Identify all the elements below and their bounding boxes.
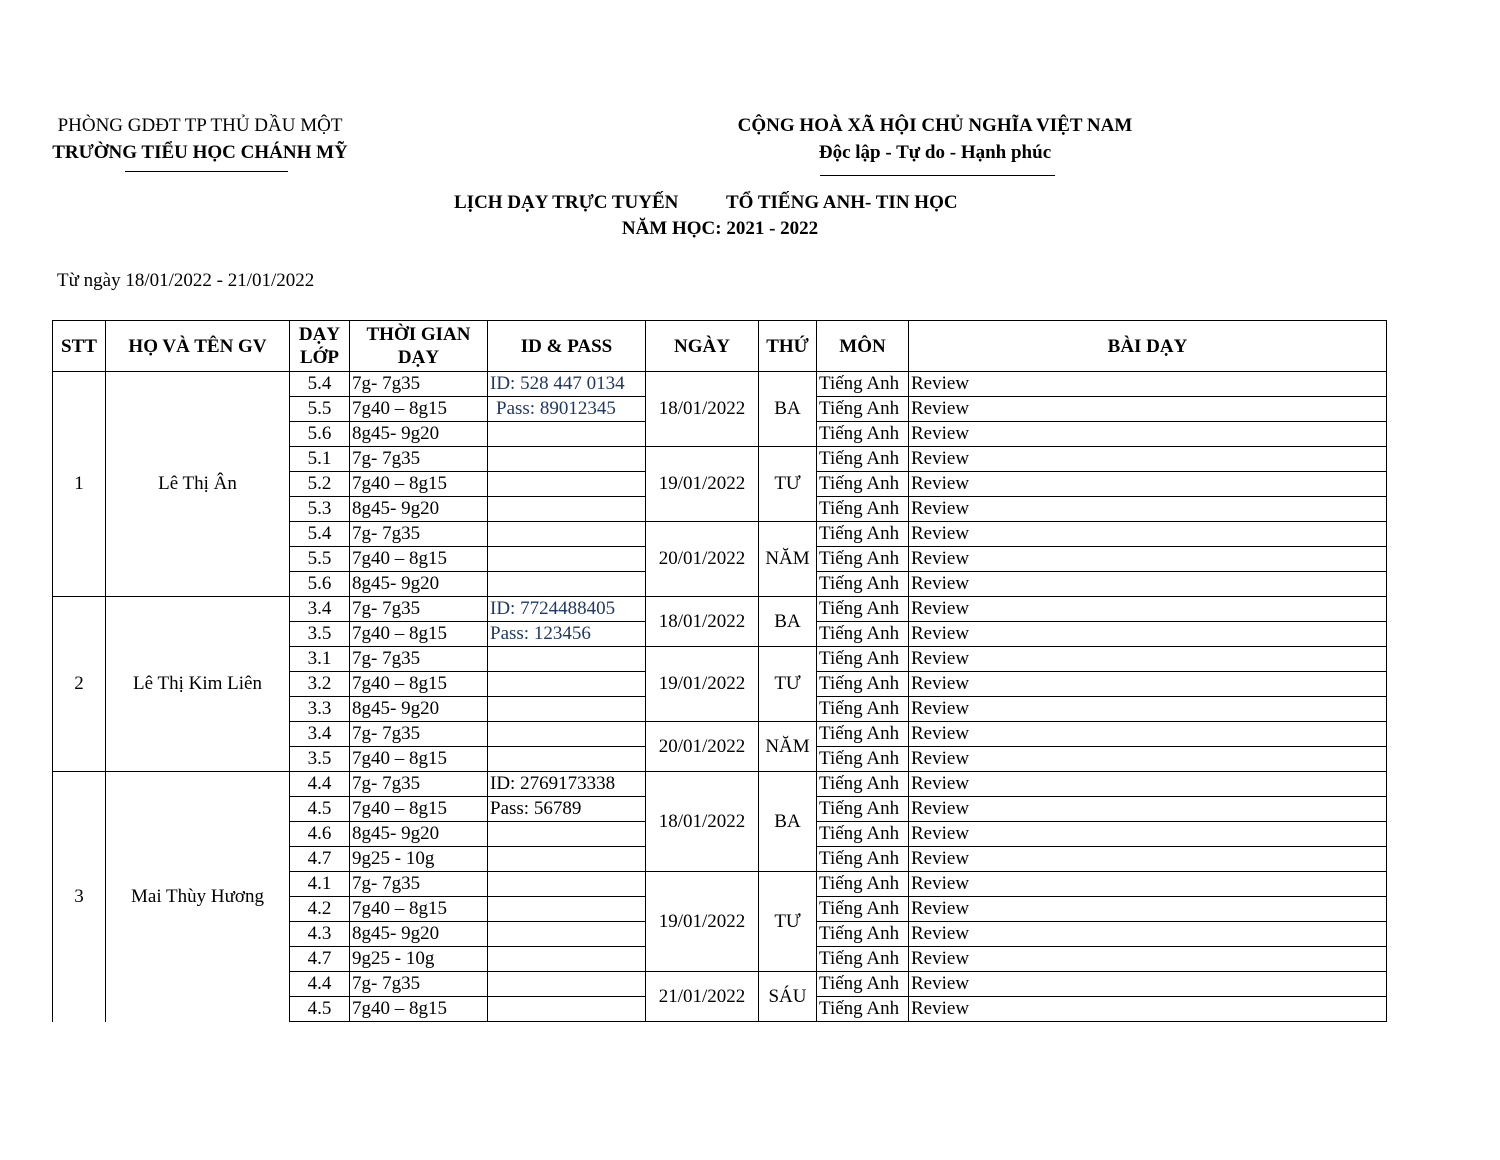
subject-cell: Tiếng Anh xyxy=(817,447,909,472)
time-cell: 7g- 7g35 xyxy=(350,647,488,672)
time-cell: 7g- 7g35 xyxy=(350,722,488,747)
class-cell: 5.4 xyxy=(290,522,350,547)
time-cell: 7g40 – 8g15 xyxy=(350,622,488,647)
idpass-empty xyxy=(488,547,646,572)
class-cell: 5.6 xyxy=(290,572,350,597)
time-cell: 7g40 – 8g15 xyxy=(350,547,488,572)
time-cell: 7g- 7g35 xyxy=(350,372,488,397)
teacher-stt: 2 xyxy=(53,597,106,772)
time-cell: 7g40 – 8g15 xyxy=(350,897,488,922)
class-cell: 3.1 xyxy=(290,647,350,672)
class-cell: 4.5 xyxy=(290,997,350,1022)
national-motto: Độc lập - Tự do - Hạnh phúc xyxy=(818,142,1052,163)
idpass-empty xyxy=(488,747,646,772)
left-header-rule xyxy=(125,171,288,172)
title-schedule: LỊCH DẠY TRỰC TUYẾN xyxy=(454,192,679,213)
lesson-cell: Review xyxy=(909,447,1387,472)
subject-cell: Tiếng Anh xyxy=(817,822,909,847)
subject-cell: Tiếng Anh xyxy=(817,872,909,897)
weekday-cell: BA xyxy=(759,597,817,647)
document-title xyxy=(440,192,980,214)
date-cell: 18/01/2022 xyxy=(646,372,759,447)
idpass-empty xyxy=(488,522,646,547)
weekday-cell: NĂM xyxy=(759,722,817,772)
time-cell: 7g- 7g35 xyxy=(350,522,488,547)
time-cell: 7g- 7g35 xyxy=(350,447,488,472)
right-header-rule xyxy=(820,175,1055,176)
class-cell: 3.4 xyxy=(290,722,350,747)
col-lesson: BÀI DẠY xyxy=(909,321,1387,372)
time-cell: 9g25 - 10g xyxy=(350,947,488,972)
idpass-empty xyxy=(488,647,646,672)
subject-cell: Tiếng Anh xyxy=(817,647,909,672)
subject-cell: Tiếng Anh xyxy=(817,572,909,597)
idpass-empty xyxy=(488,672,646,697)
date-cell: 20/01/2022 xyxy=(646,722,759,772)
table-row xyxy=(53,372,1387,397)
lesson-cell: Review xyxy=(909,647,1387,672)
meeting-id: ID: 7724488405 xyxy=(488,597,646,622)
time-cell: 7g- 7g35 xyxy=(350,597,488,622)
time-cell: 8g45- 9g20 xyxy=(350,572,488,597)
lesson-cell: Review xyxy=(909,997,1387,1022)
lesson-cell: Review xyxy=(909,422,1387,447)
lesson-cell: Review xyxy=(909,822,1387,847)
idpass-empty xyxy=(488,497,646,522)
meeting-pass: Pass: 123456 xyxy=(488,622,646,647)
meeting-pass: Pass: 56789 xyxy=(488,797,646,822)
lesson-cell: Review xyxy=(909,797,1387,822)
class-cell: 3.3 xyxy=(290,697,350,722)
weekday-cell: SÁU xyxy=(759,972,817,1022)
time-cell: 7g40 – 8g15 xyxy=(350,997,488,1022)
lesson-cell: Review xyxy=(909,672,1387,697)
col-weekday: THỨ xyxy=(759,321,817,372)
weekday-cell: TƯ xyxy=(759,447,817,522)
lesson-cell: Review xyxy=(909,947,1387,972)
subject-cell: Tiếng Anh xyxy=(817,672,909,697)
teacher-name: Mai Thùy Hương xyxy=(106,772,290,1022)
table-row xyxy=(53,597,1387,622)
subject-cell: Tiếng Anh xyxy=(817,472,909,497)
idpass-empty xyxy=(488,947,646,972)
time-cell: 8g45- 9g20 xyxy=(350,922,488,947)
time-cell: 7g40 – 8g15 xyxy=(350,797,488,822)
class-cell: 4.4 xyxy=(290,772,350,797)
class-cell: 5.3 xyxy=(290,497,350,522)
time-cell: 7g- 7g35 xyxy=(350,872,488,897)
time-cell: 7g40 – 8g15 xyxy=(350,672,488,697)
lesson-cell: Review xyxy=(909,722,1387,747)
date-range: Từ ngày 18/01/2022 - 21/01/2022 xyxy=(57,270,315,291)
class-cell: 4.7 xyxy=(290,947,350,972)
class-cell: 4.2 xyxy=(290,897,350,922)
weekday-cell: BA xyxy=(759,772,817,872)
lesson-cell: Review xyxy=(909,872,1387,897)
table-row xyxy=(53,772,1387,797)
country-name: CỘNG HOÀ XÃ HỘI CHỦ NGHĨA VIỆT NAM xyxy=(737,115,1133,136)
idpass-empty xyxy=(488,997,646,1022)
class-cell: 4.4 xyxy=(290,972,350,997)
col-date: NGÀY xyxy=(646,321,759,372)
class-cell: 3.5 xyxy=(290,747,350,772)
class-cell: 4.3 xyxy=(290,922,350,947)
subject-cell: Tiếng Anh xyxy=(817,847,909,872)
date-cell: 19/01/2022 xyxy=(646,647,759,722)
subject-cell: Tiếng Anh xyxy=(817,922,909,947)
class-cell: 5.2 xyxy=(290,472,350,497)
idpass-empty xyxy=(488,822,646,847)
idpass-empty xyxy=(488,722,646,747)
teacher-stt: 1 xyxy=(53,372,106,597)
lesson-cell: Review xyxy=(909,397,1387,422)
col-teacher: HỌ VÀ TÊN GV xyxy=(106,321,290,372)
subject-cell: Tiếng Anh xyxy=(817,722,909,747)
teacher-name: Lê Thị Kim Liên xyxy=(106,597,290,772)
time-cell: 7g40 – 8g15 xyxy=(350,472,488,497)
subject-cell: Tiếng Anh xyxy=(817,597,909,622)
lesson-cell: Review xyxy=(909,497,1387,522)
col-idpass: ID & PASS xyxy=(488,321,646,372)
col-time: THỜI GIAN DẠY xyxy=(350,321,488,372)
class-cell: 3.5 xyxy=(290,622,350,647)
subject-cell: Tiếng Anh xyxy=(817,372,909,397)
subject-cell: Tiếng Anh xyxy=(817,697,909,722)
subject-cell: Tiếng Anh xyxy=(817,997,909,1022)
idpass-empty xyxy=(488,872,646,897)
idpass-empty xyxy=(488,897,646,922)
class-cell: 5.6 xyxy=(290,422,350,447)
department-header xyxy=(50,112,350,166)
lesson-cell: Review xyxy=(909,747,1387,772)
date-cell: 19/01/2022 xyxy=(646,872,759,972)
col-stt: STT xyxy=(53,321,106,372)
weekday-cell: TƯ xyxy=(759,647,817,722)
class-cell: 4.7 xyxy=(290,847,350,872)
class-cell: 3.4 xyxy=(290,597,350,622)
idpass-empty xyxy=(488,447,646,472)
lesson-cell: Review xyxy=(909,847,1387,872)
class-cell: 4.5 xyxy=(290,797,350,822)
subject-cell: Tiếng Anh xyxy=(817,972,909,997)
school-year: NĂM HỌC: 2021 - 2022 xyxy=(621,218,819,239)
time-cell: 7g40 – 8g15 xyxy=(350,747,488,772)
subject-cell: Tiếng Anh xyxy=(817,897,909,922)
lesson-cell: Review xyxy=(909,897,1387,922)
class-cell: 4.6 xyxy=(290,822,350,847)
class-cell: 5.5 xyxy=(290,397,350,422)
subject-cell: Tiếng Anh xyxy=(817,547,909,572)
weekday-cell: NĂM xyxy=(759,522,817,597)
lesson-cell: Review xyxy=(909,772,1387,797)
lesson-cell: Review xyxy=(909,922,1387,947)
class-cell: 5.4 xyxy=(290,372,350,397)
idpass-empty xyxy=(488,472,646,497)
weekday-cell: TƯ xyxy=(759,872,817,972)
col-subject: MÔN xyxy=(817,321,909,372)
teacher-stt: 3 xyxy=(53,772,106,1022)
class-cell: 5.1 xyxy=(290,447,350,472)
schedule-table xyxy=(52,320,1387,1022)
teacher-name: Lê Thị Ân xyxy=(106,372,290,597)
time-cell: 8g45- 9g20 xyxy=(350,697,488,722)
national-header xyxy=(680,112,1190,166)
idpass-empty xyxy=(488,697,646,722)
time-cell: 7g- 7g35 xyxy=(350,972,488,997)
lesson-cell: Review xyxy=(909,547,1387,572)
school-name: TRƯỜNG TIỂU HỌC CHÁNH MỸ xyxy=(52,142,348,163)
time-cell: 7g- 7g35 xyxy=(350,772,488,797)
class-cell: 5.5 xyxy=(290,547,350,572)
lesson-cell: Review xyxy=(909,472,1387,497)
date-cell: 18/01/2022 xyxy=(646,597,759,647)
date-cell: 21/01/2022 xyxy=(646,972,759,1022)
weekday-cell: BA xyxy=(759,372,817,447)
time-cell: 7g40 – 8g15 xyxy=(350,397,488,422)
title-group: TỔ TIẾNG ANH- TIN HỌC xyxy=(726,192,958,213)
date-cell: 20/01/2022 xyxy=(646,522,759,597)
class-cell: 4.1 xyxy=(290,872,350,897)
subject-cell: Tiếng Anh xyxy=(817,422,909,447)
time-cell: 8g45- 9g20 xyxy=(350,822,488,847)
lesson-cell: Review xyxy=(909,697,1387,722)
idpass-empty xyxy=(488,972,646,997)
lesson-cell: Review xyxy=(909,597,1387,622)
idpass-empty xyxy=(488,422,646,447)
subject-cell: Tiếng Anh xyxy=(817,497,909,522)
idpass-empty xyxy=(488,572,646,597)
lesson-cell: Review xyxy=(909,972,1387,997)
subject-cell: Tiếng Anh xyxy=(817,772,909,797)
subject-cell: Tiếng Anh xyxy=(817,947,909,972)
lesson-cell: Review xyxy=(909,522,1387,547)
lesson-cell: Review xyxy=(909,572,1387,597)
date-cell: 19/01/2022 xyxy=(646,447,759,522)
idpass-empty xyxy=(488,922,646,947)
class-cell: 3.2 xyxy=(290,672,350,697)
subject-cell: Tiếng Anh xyxy=(817,747,909,772)
meeting-pass: Pass: 89012345 xyxy=(488,397,646,422)
col-class: DẠY LỚP xyxy=(290,321,350,372)
table-header-row xyxy=(53,321,1387,372)
time-cell: 8g45- 9g20 xyxy=(350,497,488,522)
subject-cell: Tiếng Anh xyxy=(817,622,909,647)
subject-cell: Tiếng Anh xyxy=(817,397,909,422)
lesson-cell: Review xyxy=(909,622,1387,647)
time-cell: 8g45- 9g20 xyxy=(350,422,488,447)
meeting-id: ID: 528 447 0134 xyxy=(488,372,646,397)
subject-cell: Tiếng Anh xyxy=(817,522,909,547)
lesson-cell: Review xyxy=(909,372,1387,397)
subject-cell: Tiếng Anh xyxy=(817,797,909,822)
time-cell: 9g25 - 10g xyxy=(350,847,488,872)
department-name: PHÒNG GDĐT TP THỦ DẦU MỘT xyxy=(57,115,343,136)
date-cell: 18/01/2022 xyxy=(646,772,759,872)
meeting-id: ID: 2769173338 xyxy=(488,772,646,797)
idpass-empty xyxy=(488,847,646,872)
